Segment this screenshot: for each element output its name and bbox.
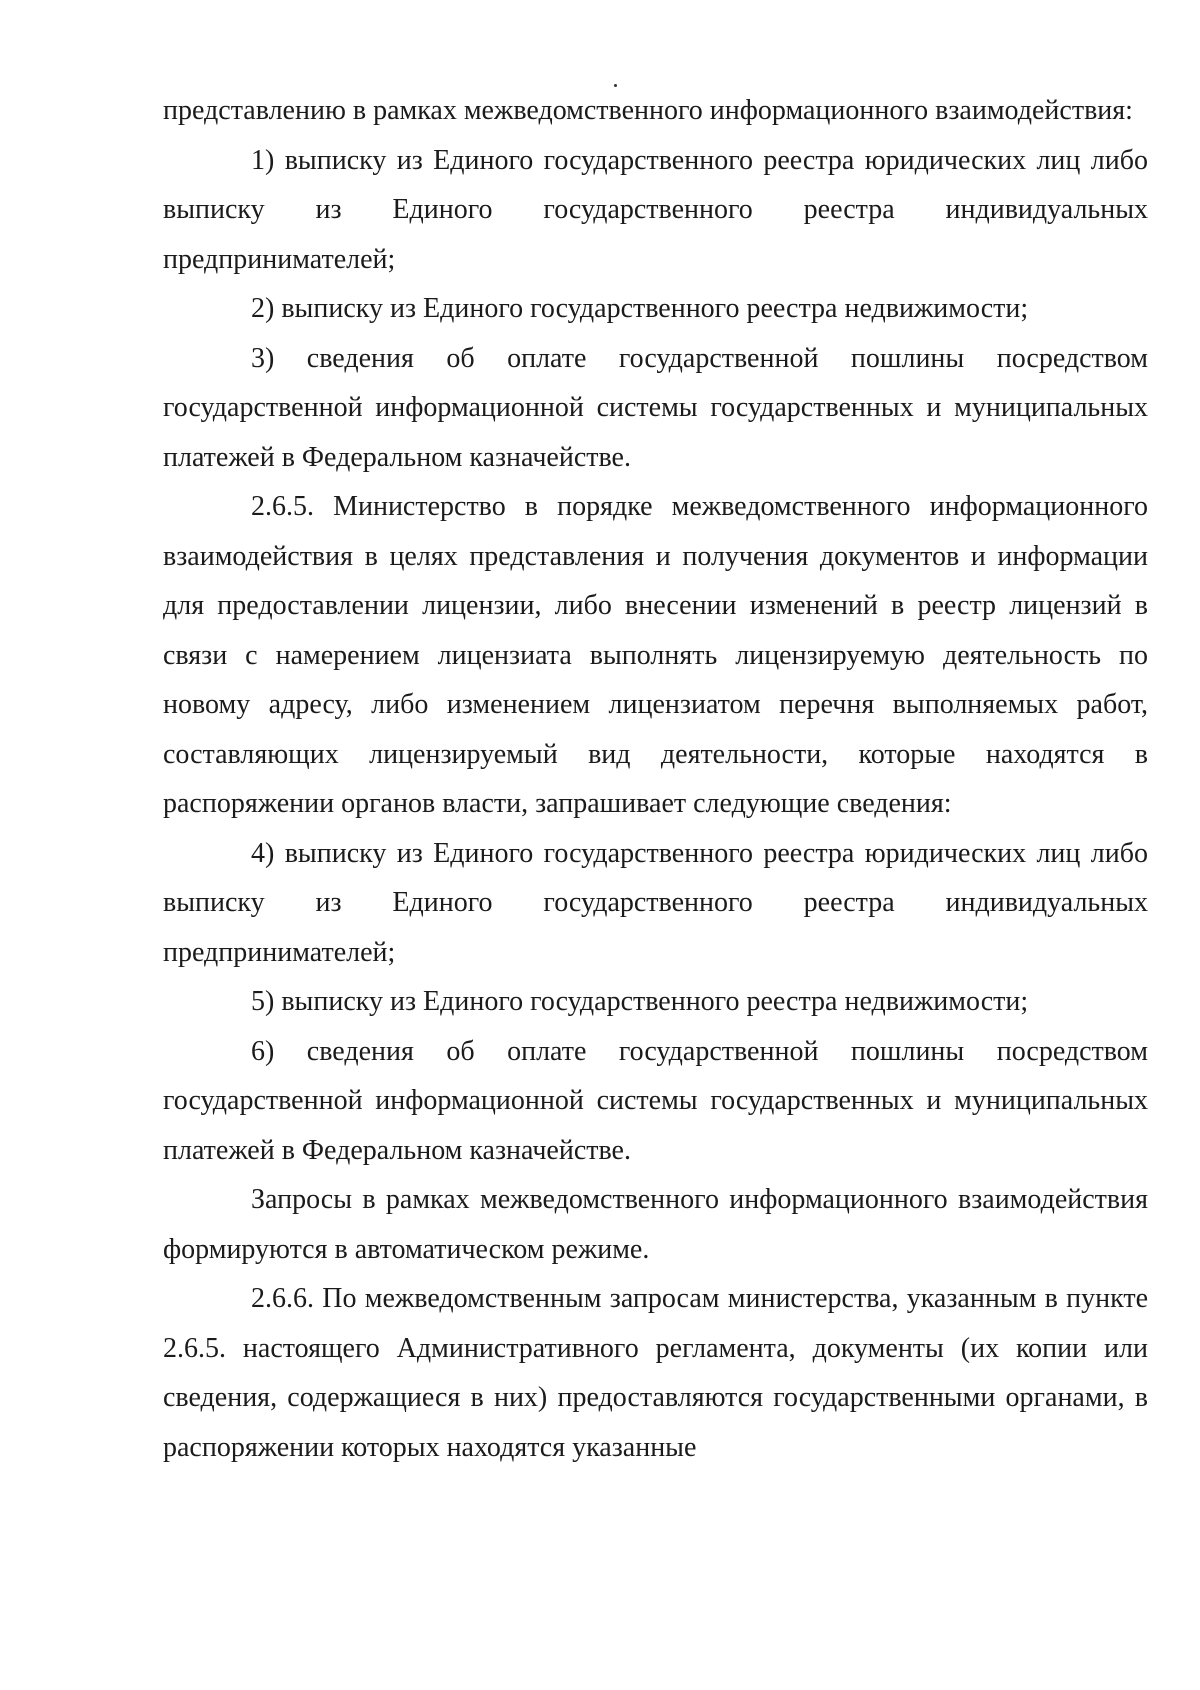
list-item-2: 2) выписку из Единого государственного реестра недвижимости;	[251, 293, 1029, 324]
paragraph-requests: Запросы в рамках межведомственного информационного взаимодействия формируются в автоматическом режиме.	[163, 1184, 1148, 1265]
list-item-3: 3) сведения об оплате государственной пошлины посредством государственной информационной системы государственных и муниципальных платежей в Федеральном казначействе.	[163, 342, 1148, 473]
document-body	[163, 86, 1148, 1472]
paragraph-2-6-6: 2.6.6. По межведомственным запросам министерства, указанным в пункте 2.6.5. настоящего Административного регламента, документы (их копии или сведения, содержащиеся в них) предоставляются государственными органами, в распоряжении которых находятся указанные	[163, 1283, 1148, 1463]
paragraph-2-6-5: 2.6.5. Министерство в порядке межведомственного информационного взаимодействия в целях представления и получения документов и информации для предоставлении лицензии, либо внесении изменений в реестр лицензий в связи с намерением лицензиата выполнять лицензируемую деятельность по новому адресу, либо изменением лицензиатом перечня выполняемых работ, составляющих лицензируемый вид деятельности, которые находятся в распоряжении органов власти, запрашивает следующие сведения:	[163, 491, 1148, 819]
list-item-1: 1) выписку из Единого государственного реестра юридических лиц либо выписку из Единого государственного реестра индивидуальных предпринимателей;	[163, 144, 1148, 275]
list-item-5: 5) выписку из Единого государственного реестра недвижимости;	[251, 986, 1029, 1017]
list-item-6: 6) сведения об оплате государственной пошлины посредством государственной информационной системы государственных и муниципальных платежей в Федеральном казначействе.	[163, 1035, 1148, 1166]
paragraph-intro-continuation: представлению в рамках межведомственного информационного взаимодействия:	[163, 95, 1133, 126]
list-item-4: 4) выписку из Единого государственного реестра юридических лиц либо выписку из Единого государственного реестра индивидуальных предпринимателей;	[163, 837, 1148, 968]
